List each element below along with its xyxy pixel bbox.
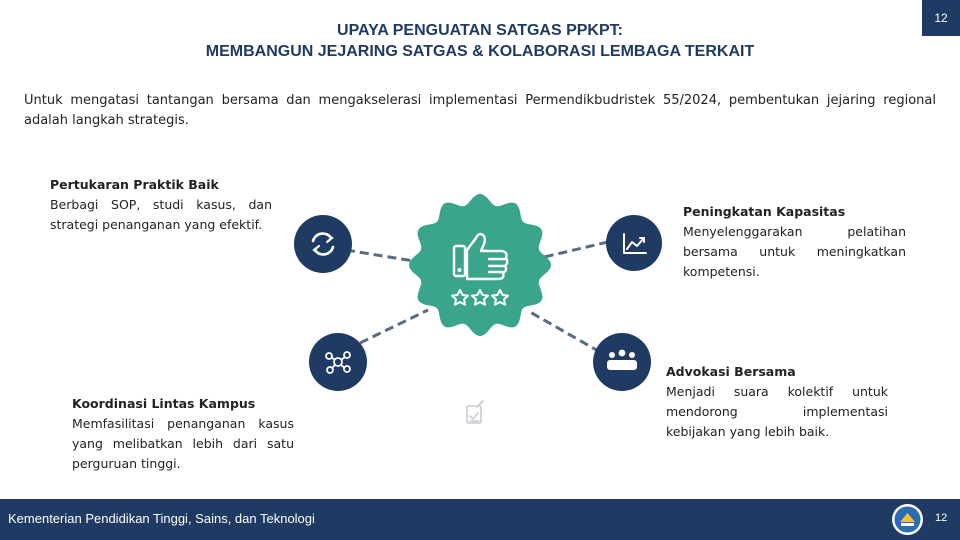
info-block-koordinasi: [72, 394, 294, 474]
center-badge-shape: [409, 194, 551, 336]
block-text: Menjadi suara kolektif untuk mendorong implementasi kebijakan yang lebih baik.: [666, 384, 888, 439]
center-badge: [409, 194, 551, 336]
block-text: Berbagi SOP, studi kasus, dan strategi penanganan yang efektif.: [50, 197, 272, 232]
info-block-peningkatan: [683, 202, 906, 282]
block-text: Menyelenggarakan pelatihan bersama untuk meningkatkan kompetensi.: [683, 224, 906, 279]
block-title: Koordinasi Lintas Kampus: [72, 396, 256, 411]
title-line-2: MEMBANGUN JEJARING SATGAS & KOLABORASI LEMBAGA TERKAIT: [205, 43, 755, 60]
connector-bottom-left: [360, 310, 428, 343]
intro-paragraph: Untuk mengatasi tantangan bersama dan mengakselerasi implementasi Permendikbudristek 55/2024, pembentukan jejaring regional adalah langkah strategis.: [24, 93, 936, 128]
block-title: Pertukaran Praktik Baik: [50, 177, 219, 192]
node-network: [309, 333, 367, 391]
block-text: Memfasilitasi penanganan kasus yang melibatkan lebih dari satu perguruan tinggi.: [72, 416, 294, 471]
footer-ministry-name: Kementerian Pendidikan Tinggi, Sains, dan Teknologi: [8, 511, 315, 526]
slide-number-badge: 12: [922, 0, 960, 36]
ministry-logo: [892, 504, 923, 535]
block-title: Peningkatan Kapasitas: [683, 204, 846, 219]
info-block-pertukaran: [50, 175, 272, 235]
block-title: Advokasi Bersama: [666, 364, 796, 379]
footer-bar: [0, 499, 960, 540]
info-block-advokasi: [666, 362, 888, 442]
footer-page-number: 12: [935, 512, 948, 524]
title-line-1: UPAYA PENGUATAN SATGAS PPKPT:: [337, 22, 623, 39]
node-people: [593, 333, 651, 391]
connector-top-left: [346, 250, 420, 262]
node-sync: [294, 215, 352, 273]
connector-top-right: [540, 242, 608, 258]
node-chart: [606, 215, 662, 271]
checklist-icon: [467, 401, 483, 423]
connector-bottom-right: [530, 312, 600, 352]
